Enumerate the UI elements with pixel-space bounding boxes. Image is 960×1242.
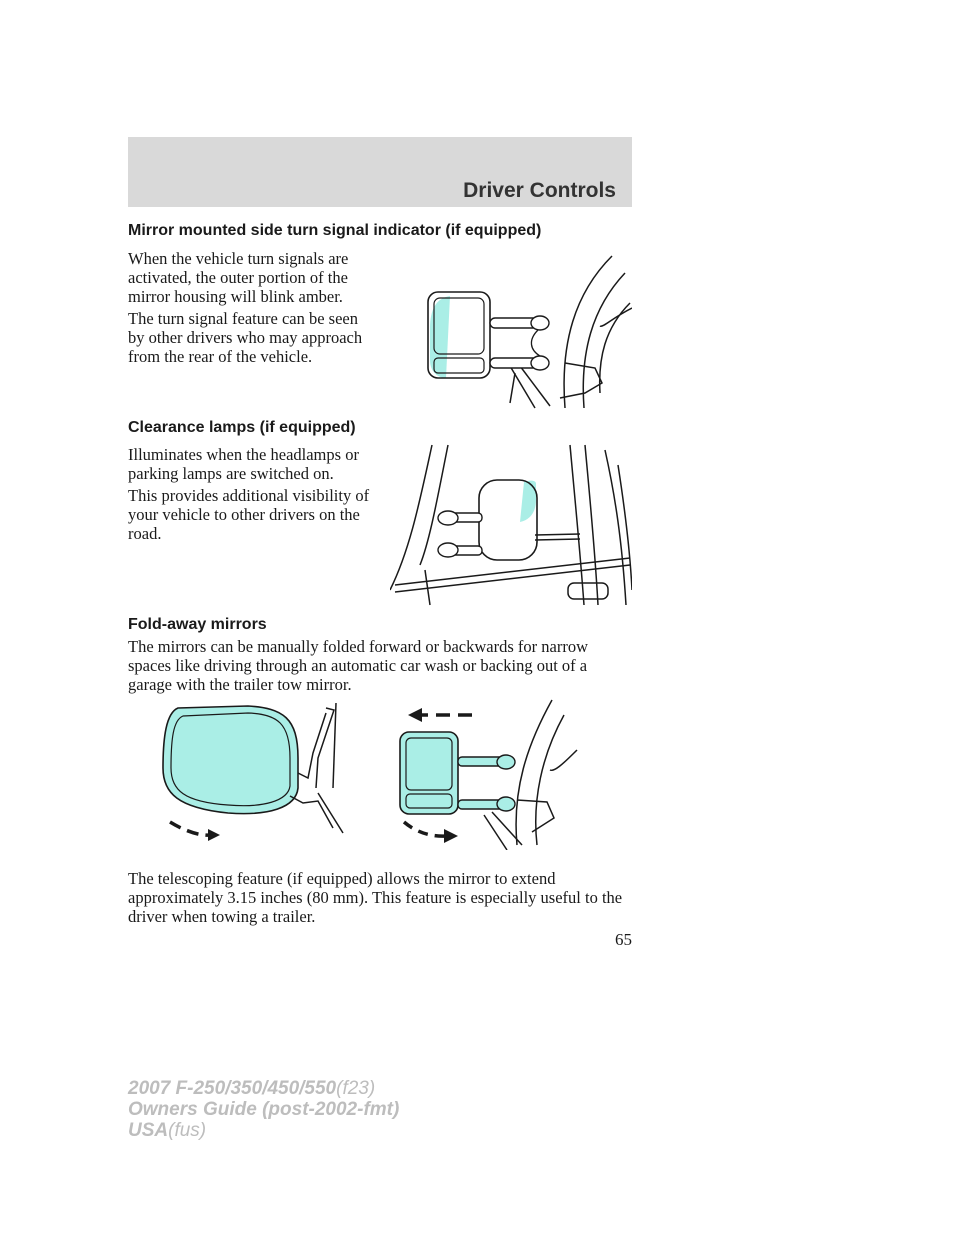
turn-signal-heading: Mirror mounted side turn signal indicator (if equipped) (128, 222, 542, 239)
clearance-lamps-heading: Clearance lamps (if equipped) (128, 419, 356, 436)
turn-signal-paragraph-1: When the vehicle turn signals are activated, the outer portion of the mirror housing will blink amber. (128, 249, 349, 306)
turn-signal-paragraph-2: The turn signal feature can be seen by other drivers who may approach from the rear of the vehicle. (128, 309, 363, 366)
section-title: Driver Controls (463, 179, 616, 202)
turn-signal-mirror-illustration (400, 248, 632, 410)
clearance-paragraph-1: Illuminates when the headlamps or parking lamps are switched on. (128, 445, 359, 483)
clearance-lamps-mirror-illustration (390, 440, 632, 608)
section-header-bar (128, 137, 632, 207)
fold-away-mirror-illustration-left (158, 698, 356, 848)
fold-away-paragraph: The mirrors can be manually folded forward or backwards for narrow spaces like driving through an automatic car wash or backing out of a garage with the trailer tow mirror. (128, 637, 588, 694)
document-footer (128, 1078, 399, 1141)
page-number: 65 (615, 930, 632, 949)
fold-away-heading: Fold-away mirrors (128, 616, 267, 633)
telescoping-paragraph: The telescoping feature (if equipped) allows the mirror to extend approximately 3.15 inches (80 mm). This feature is especially useful to the driver when towing a trailer. (128, 869, 623, 926)
footer-guide-line: Owners Guide (post-2002-fmt) (128, 1099, 400, 1120)
fold-away-mirror-illustration-right (392, 690, 592, 850)
clearance-paragraph-2: This provides additional visibility of your vehicle to other drivers on the road. (128, 486, 370, 543)
fold-backward-arrow (170, 822, 210, 835)
mirror-amber-highlight (430, 296, 450, 378)
footer-region-line: USA(fus) (128, 1120, 207, 1141)
footer-model-line: 2007 F-250/350/450/550(f23) (128, 1078, 376, 1099)
